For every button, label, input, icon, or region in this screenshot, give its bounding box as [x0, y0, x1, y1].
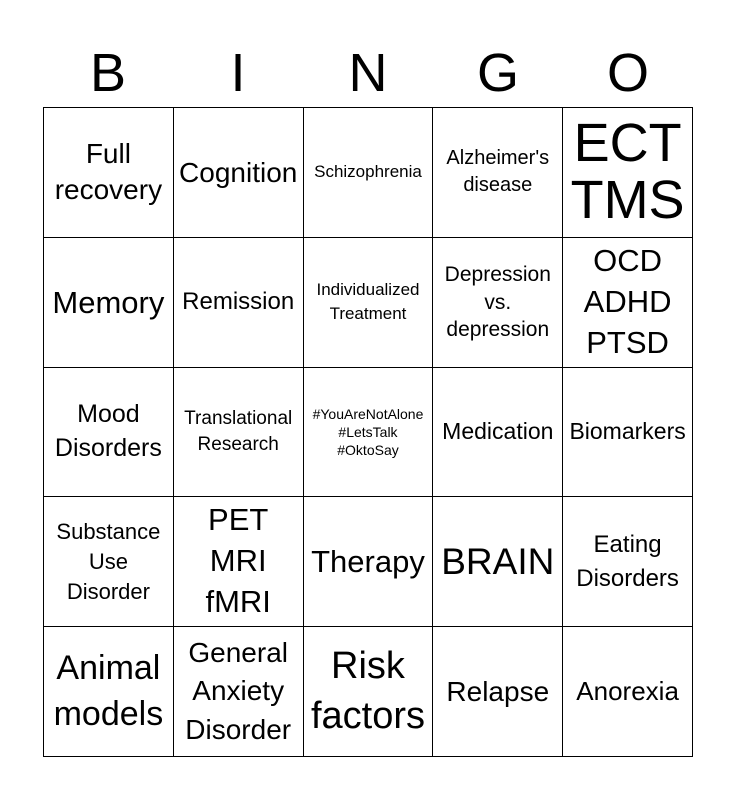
- bingo-cell-text: Biomarkers: [569, 418, 686, 445]
- bingo-cell[interactable]: [433, 627, 563, 757]
- bingo-cell-text: ECT TMS: [570, 112, 685, 231]
- bingo-cell[interactable]: [433, 238, 563, 368]
- bingo-cell-text: Risk factors: [310, 645, 426, 737]
- bingo-cell-text: Mood Disorders: [54, 400, 162, 462]
- bingo-cell-text: Full recovery: [54, 138, 163, 206]
- bingo-cell[interactable]: [563, 627, 693, 757]
- bingo-cell[interactable]: [563, 238, 693, 368]
- bingo-cell-text: Remission: [182, 287, 295, 315]
- bingo-cell[interactable]: [44, 108, 174, 238]
- bingo-cell[interactable]: [563, 108, 693, 238]
- bingo-cell-text: PET MRI fMRI: [205, 502, 271, 620]
- header-letter-o: O: [606, 43, 649, 103]
- bingo-cell-text: Alzheimer's disease: [446, 147, 550, 197]
- bingo-cell-text: Relapse: [446, 675, 550, 707]
- bingo-cell[interactable]: [44, 238, 174, 368]
- header-letter-g: G: [476, 43, 519, 103]
- bingo-cell[interactable]: [563, 497, 693, 627]
- bingo-cell-text: Memory: [52, 284, 165, 320]
- bingo-cell-text: Depression vs. depression: [444, 263, 551, 341]
- bingo-card-grid: [43, 107, 693, 757]
- bingo-cell[interactable]: [44, 497, 174, 627]
- bingo-cell-text: Eating Disorders: [576, 531, 679, 592]
- header-letter-n: N: [348, 43, 388, 103]
- bingo-cell[interactable]: [304, 108, 434, 238]
- bingo-cell[interactable]: [433, 497, 563, 627]
- bingo-cell[interactable]: [174, 627, 304, 757]
- bingo-cell-text: Schizophrenia: [314, 162, 422, 182]
- bingo-cell[interactable]: [563, 368, 693, 498]
- bingo-cell[interactable]: [174, 497, 304, 627]
- bingo-cell[interactable]: [304, 368, 434, 498]
- bingo-cell-text: OCD ADHD PTSD: [583, 242, 672, 360]
- bingo-cell-text: Animal models: [53, 648, 164, 733]
- bingo-cell-text: Substance Use Disorder: [56, 518, 161, 604]
- bingo-cell[interactable]: [304, 497, 434, 627]
- header-letter-b: B: [89, 43, 127, 103]
- bingo-cell[interactable]: [174, 368, 304, 498]
- bingo-header: [43, 40, 693, 106]
- bingo-cell[interactable]: [433, 368, 563, 498]
- header-letter-i: I: [230, 43, 246, 103]
- bingo-cell[interactable]: [174, 238, 304, 368]
- bingo-cell[interactable]: [304, 238, 434, 368]
- bingo-cell-text: Therapy: [311, 544, 425, 580]
- bingo-cell[interactable]: [174, 108, 304, 238]
- bingo-cell-text: Translational Research: [184, 408, 293, 455]
- bingo-cell[interactable]: [44, 627, 174, 757]
- bingo-cell-text: Anorexia: [576, 676, 679, 706]
- bingo-cell[interactable]: [433, 108, 563, 238]
- bingo-cell[interactable]: [304, 627, 434, 757]
- bingo-cell-text: BRAIN: [441, 540, 555, 582]
- bingo-cell-text: Individualized Treatment: [316, 280, 420, 324]
- bingo-cell-text: Medication: [442, 418, 554, 445]
- bingo-cell-text: Cognition: [179, 156, 298, 188]
- bingo-cell[interactable]: [44, 368, 174, 498]
- bingo-cell-text: General Anxiety Disorder: [185, 637, 292, 745]
- bingo-cell-text: #YouAreNotAlone #LetsTalk #OktoSay: [312, 405, 424, 459]
